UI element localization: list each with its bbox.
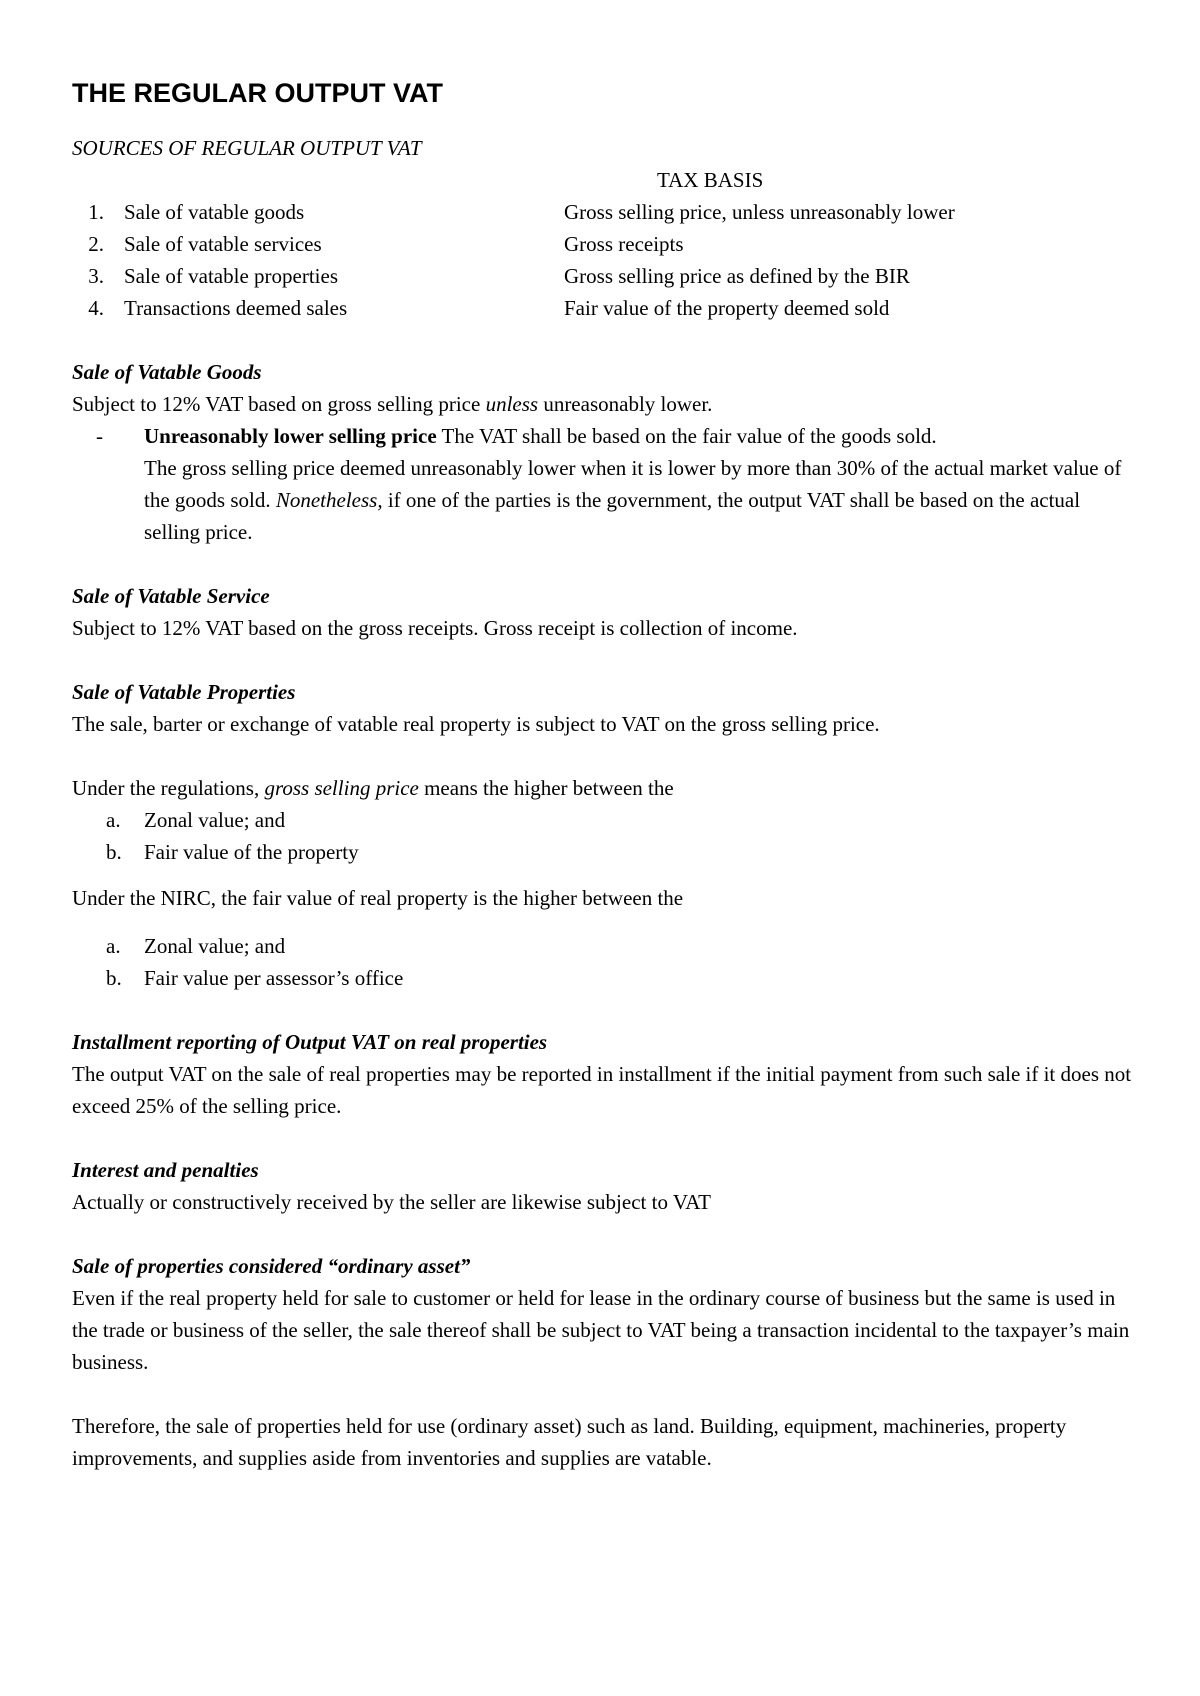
installment-text: The output VAT on the sale of real properties may be reported in installment if the initial payment from such sale if it does not exceed 25% of the selling price. <box>72 1062 1132 1118</box>
sources-list <box>72 196 1132 324</box>
dash-marker: - <box>96 424 103 448</box>
interest-text: Actually or constructively received by the seller are likewise subject to VAT <box>72 1190 711 1214</box>
regulations-list <box>72 804 1132 868</box>
section-properties <box>72 676 1132 994</box>
list-item: b. Fair value per assessor’s office <box>106 966 404 990</box>
source-basis: Gross receipts <box>564 232 684 256</box>
source-name: Transactions deemed sales <box>124 296 348 320</box>
ordinary-text-2: Therefore, the sale of properties held for use (ordinary asset) such as land. Building, equipment, machineries, property improvements, and supplies aside from inventories and supplies are vatable. <box>72 1414 1067 1470</box>
item-number: 3. <box>88 264 104 288</box>
service-text: Subject to 12% VAT based on the gross receipts. Gross receipt is collection of income. <box>72 616 798 640</box>
source-name: Sale of vatable goods <box>124 200 305 224</box>
bullet-body: Unreasonably lower selling price The VAT shall be based on the fair value of the goods sold. The gross selling price deemed unreasonably lower when it is lower by more than 30% of the actual market value of the goods sold. Nonetheless, if one of the parties is the government, the output VAT shall be based on the actual selling price. <box>144 424 1122 544</box>
ordinary-text-1: Even if the real property held for sale to customer or held for lease in the ordinary course of business but the same is used in the trade or business of the seller, the sale thereof shall be subject to VAT being a transaction incidental to the taxpayer’s main business. <box>72 1286 1130 1374</box>
nirc-list <box>72 930 1132 994</box>
section-installment <box>72 1026 1132 1122</box>
nirc-text: Under the NIRC, the fair value of real property is the higher between the <box>72 886 684 910</box>
source-basis: Fair value of the property deemed sold <box>564 296 890 320</box>
source-name: Sale of vatable properties <box>124 264 338 288</box>
list-item: a. Zonal value; and <box>106 808 286 832</box>
bullet-bold-term: Unreasonably lower selling price <box>144 424 437 448</box>
document-page <box>72 76 1132 1474</box>
regulations-text: Under the regulations, gross selling price means the higher between the <box>72 776 674 800</box>
page-title: THE REGULAR OUTPUT VAT <box>72 78 443 108</box>
interest-heading: Interest and penalties <box>72 1158 259 1182</box>
section-interest <box>72 1154 1132 1218</box>
source-basis: Gross selling price, unless unreasonably lower <box>564 200 955 224</box>
item-number: 1. <box>88 200 104 224</box>
section-goods <box>72 356 1132 548</box>
tax-basis-header: TAX BASIS <box>657 168 764 192</box>
list-item <box>72 196 1132 228</box>
list-item: a. Zonal value; and <box>106 934 286 958</box>
goods-heading: Sale of Vatable Goods <box>72 360 262 384</box>
list-item <box>72 228 1132 260</box>
properties-text: The sale, barter or exchange of vatable real property is subject to VAT on the gross selling price. <box>72 712 880 736</box>
source-basis: Gross selling price as defined by the BIR <box>564 264 910 288</box>
unreasonable-price-bullet <box>72 420 1132 548</box>
sources-subtitle: SOURCES OF REGULAR OUTPUT VAT <box>72 136 422 160</box>
section-ordinary-asset <box>72 1250 1132 1474</box>
list-item <box>72 260 1132 292</box>
section-service <box>72 580 1132 644</box>
list-item: b. Fair value of the property <box>106 840 359 864</box>
item-number: 4. <box>88 296 104 320</box>
item-number: 2. <box>88 232 104 256</box>
goods-text: Subject to 12% VAT based on gross selling price unless unreasonably lower. <box>72 392 713 416</box>
list-item <box>72 292 1132 324</box>
installment-heading: Installment reporting of Output VAT on real properties <box>72 1030 548 1054</box>
service-heading: Sale of Vatable Service <box>72 584 270 608</box>
source-name: Sale of vatable services <box>124 232 322 256</box>
properties-heading: Sale of Vatable Properties <box>72 680 296 704</box>
ordinary-heading: Sale of properties considered “ordinary asset” <box>72 1254 471 1278</box>
